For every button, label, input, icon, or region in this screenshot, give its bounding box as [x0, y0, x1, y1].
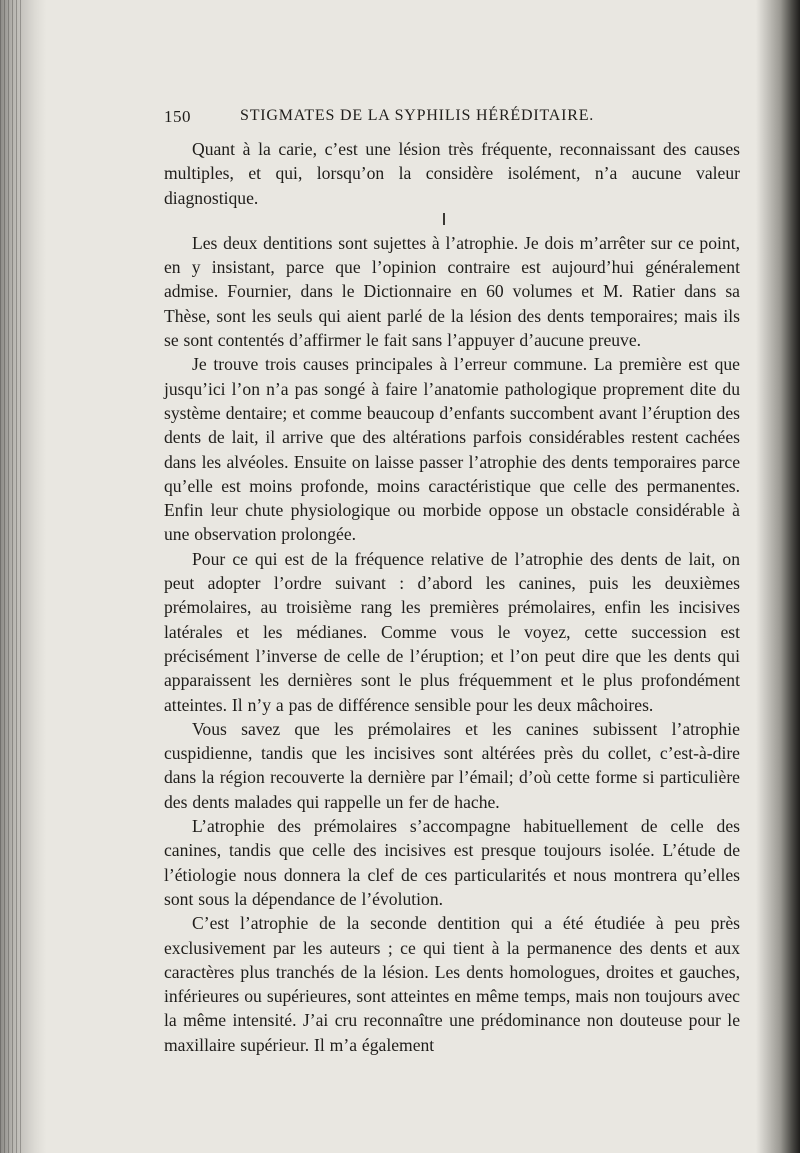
body-text	[164, 137, 740, 1057]
ink-speck	[164, 210, 740, 231]
paragraph-second-dentition: C’est l’atrophie de la seconde dentition qui a été étudiée à peu près exclusivement par les auteurs ; ce qui tient à la permanence des dents et aux caractères plus tranchés de la lésion. Les dents homologues, droites et gauches, inférieures ou supérieures, sont atteintes en même temps, mais non toujours avec la même intensité. J’ai cru reconnaître une prédominance non douteuse pour le maxillaire supérieur. Il m’a également	[164, 913, 740, 1055]
paragraph-caries: Quant à la carie, c’est une lésion très fréquente, reconnaissant des causes multiples, et qui, lorsqu’on la considère isolément, n’a aucune valeur diagnostique.	[164, 139, 740, 208]
paragraph-premolar-atrophy: L’atrophie des prémolaires s’accompagne habituellement de celle des canines, tandis que celle des incisives est presque toujours isolée. L’étude de l’étiologie nous donnera la clef de ces particularités et nous montrera qu’elles sont sous la dépendance de l’évolution.	[164, 816, 740, 909]
running-head	[164, 107, 740, 129]
running-title: STIGMATES DE LA SYPHILIS HÉRÉDITAIRE.	[240, 107, 595, 124]
page-number: 150	[164, 107, 191, 126]
paragraph-relative-frequency: Pour ce qui est de la fréquence relative de l’atrophie des dents de lait, on peut adopter l’ordre suivant : d’abord les canines, puis les deuxièmes prémolaires, au troisième rang les premières prémolaires, enfin les incisives latérales et les médianes. Comme vous le voyez, cette succession est précisément l’inverse de celle de l’éruption; et l’on peut dire que les dents qui apparaissent les dernières sont le plus fréquemment et le plus profondément atteintes. Il n’y a pas de différence sensible pour les deux mâchoires.	[164, 548, 740, 715]
paragraph-cuspid-atrophy: Vous savez que les prémolaires et les canines subissent l’atrophie cuspidienne, tandis que les incisives sont altérées près du collet, c’est-à-dire dans la région recouverte la dernière par l’émail; d’où cette forme si particulière des dents malades qui rappelle un fer de hache.	[164, 718, 740, 812]
paragraph-three-causes: Je trouve trois causes principales à l’erreur commune. La première est que jusqu’ici l’on n’a pas songé à faire l’anatomie pathologique proprement dite du système dentaire; et comme beaucoup d’enfants succombent avant l’éruption des dents de lait, il arrive que des altérations parfois considérables restent cachées dans les alvéoles. Ensuite on laisse passer l’atrophie des dents temporaires parce qu’elle est moins profonde, moins caractéristique que celle des permanentes. Enfin leur chute physiologique ou morbide oppose un obstacle considérable à une observation prolongée.	[164, 354, 740, 545]
paragraph-two-dentitions: Les deux dentitions sont sujettes à l’atrophie. Je dois m’arrêter sur ce point, en y insistant, parce que l’opinion contraire est aujourd’hui généralement admise. Fournier, dans le Dictionnaire en 60 volumes et M. Ratier dans sa Thèse, sont les seuls qui aient parlé de la lésion des dents temporaires; mais ils se sont contentés d’affirmer le fait sans l’appuyer d’aucune preuve.	[164, 232, 740, 351]
